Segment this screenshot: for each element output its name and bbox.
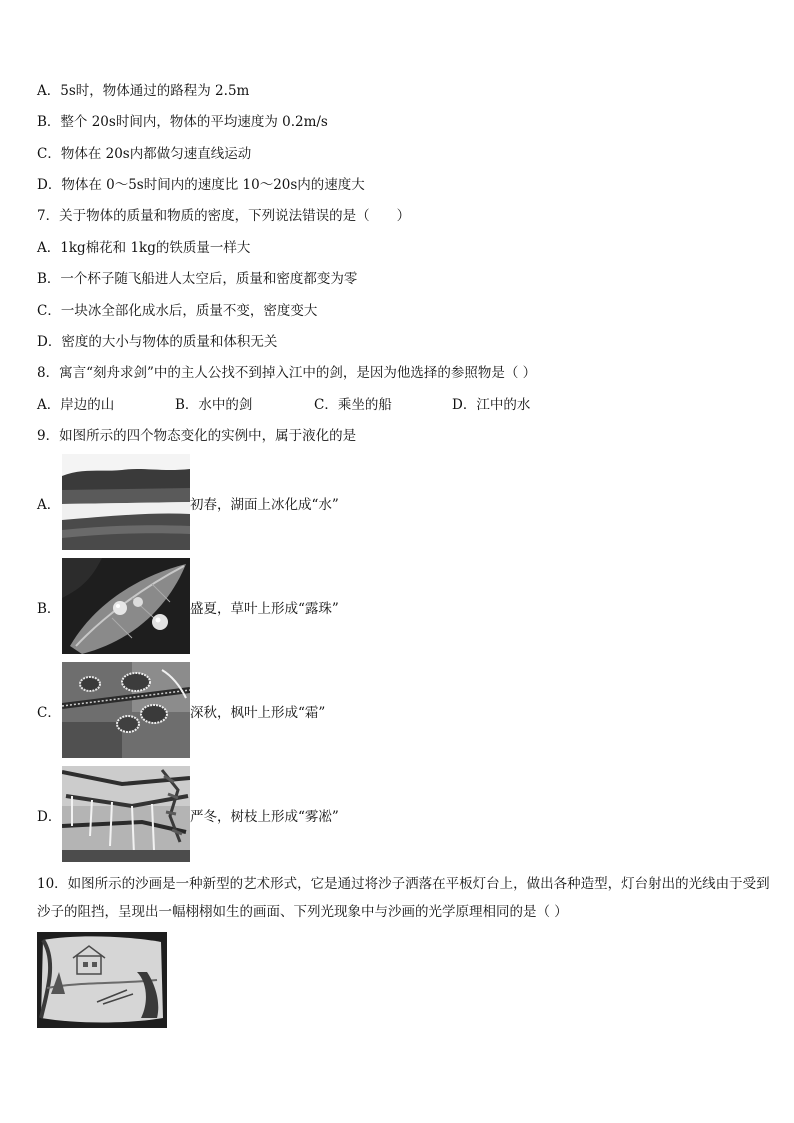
q8-option-c: C．乘坐的船 — [314, 397, 392, 413]
q9-option-a-label: A． — [37, 497, 61, 513]
q6-option-b: B．整个 20s时间内，物体的平均速度为 0.2m/s — [37, 114, 328, 130]
q9-option-b-label: B． — [37, 601, 61, 617]
q6-option-c: C．物体在 20s内都做匀速直线运动 — [37, 146, 252, 162]
q9-stem: 9．如图所示的四个物态变化的实例中，属于液化的是 — [37, 428, 357, 444]
q8-option-d: D．江中的水 — [452, 397, 531, 413]
q9-option-a-caption: 初春，湖面上冰化成“水” — [190, 497, 339, 513]
q8-option-a: A．岸边的山 — [37, 397, 115, 413]
q9-option-c-caption: 深秋，枫叶上形成“霜” — [190, 705, 326, 721]
q9-option-d-label: D． — [37, 809, 62, 825]
q9-option-b — [37, 558, 637, 654]
q7-option-b: B．一个杯子随飞船进人太空后，质量和密度都变为零 — [37, 271, 358, 287]
q9-option-c — [37, 662, 637, 758]
q8-stem: 8．寓言“刻舟求剑”中的主人公找不到掉入江中的剑，是因为他选择的参照物是（ ） — [37, 365, 537, 381]
sand-painting-photo — [37, 932, 167, 1028]
q7-option-c: C．一块冰全部化成水后，质量不变，密度变大 — [37, 303, 318, 319]
q9-option-d — [37, 766, 637, 862]
q6-option-d: D．物体在 0～5s时间内的速度比 10～20s内的速度大 — [37, 177, 365, 193]
q9-option-b-caption: 盛夏，草叶上形成“露珠” — [190, 601, 339, 617]
q9-option-d-caption: 严冬，树枝上形成“雾凇” — [190, 809, 339, 825]
q9-option-c-label: C． — [37, 705, 61, 721]
q9-option-a — [37, 454, 637, 550]
q8-option-b: B．水中的剑 — [175, 397, 253, 413]
q7-option-a: A．1kg棉花和 1kg的铁质量一样大 — [37, 240, 251, 256]
frost-leaf-photo — [62, 662, 190, 758]
lake-photo — [62, 454, 190, 550]
dew-drops-photo — [62, 558, 190, 654]
q6-option-a: A．5s时，物体通过的路程为 2.5m — [37, 83, 250, 99]
q7-stem: 7．关于物体的质量和物质的密度，下列说法错误的是（ ） — [37, 208, 411, 224]
q10-stem: 10．如图所示的沙画是一种新型的艺术形式，它是通过将沙子洒落在平板灯台上，做出各种造型，灯台射出的光线由于受到沙子的阻挡，呈现出一幅栩栩如生的画面、下列光现象中与沙画的光学原理相同的是（ ） — [37, 876, 770, 920]
rime-branch-photo — [62, 766, 190, 862]
q7-option-d: D．密度的大小与物体的质量和体积无关 — [37, 334, 278, 350]
q8-options-row — [37, 396, 757, 414]
